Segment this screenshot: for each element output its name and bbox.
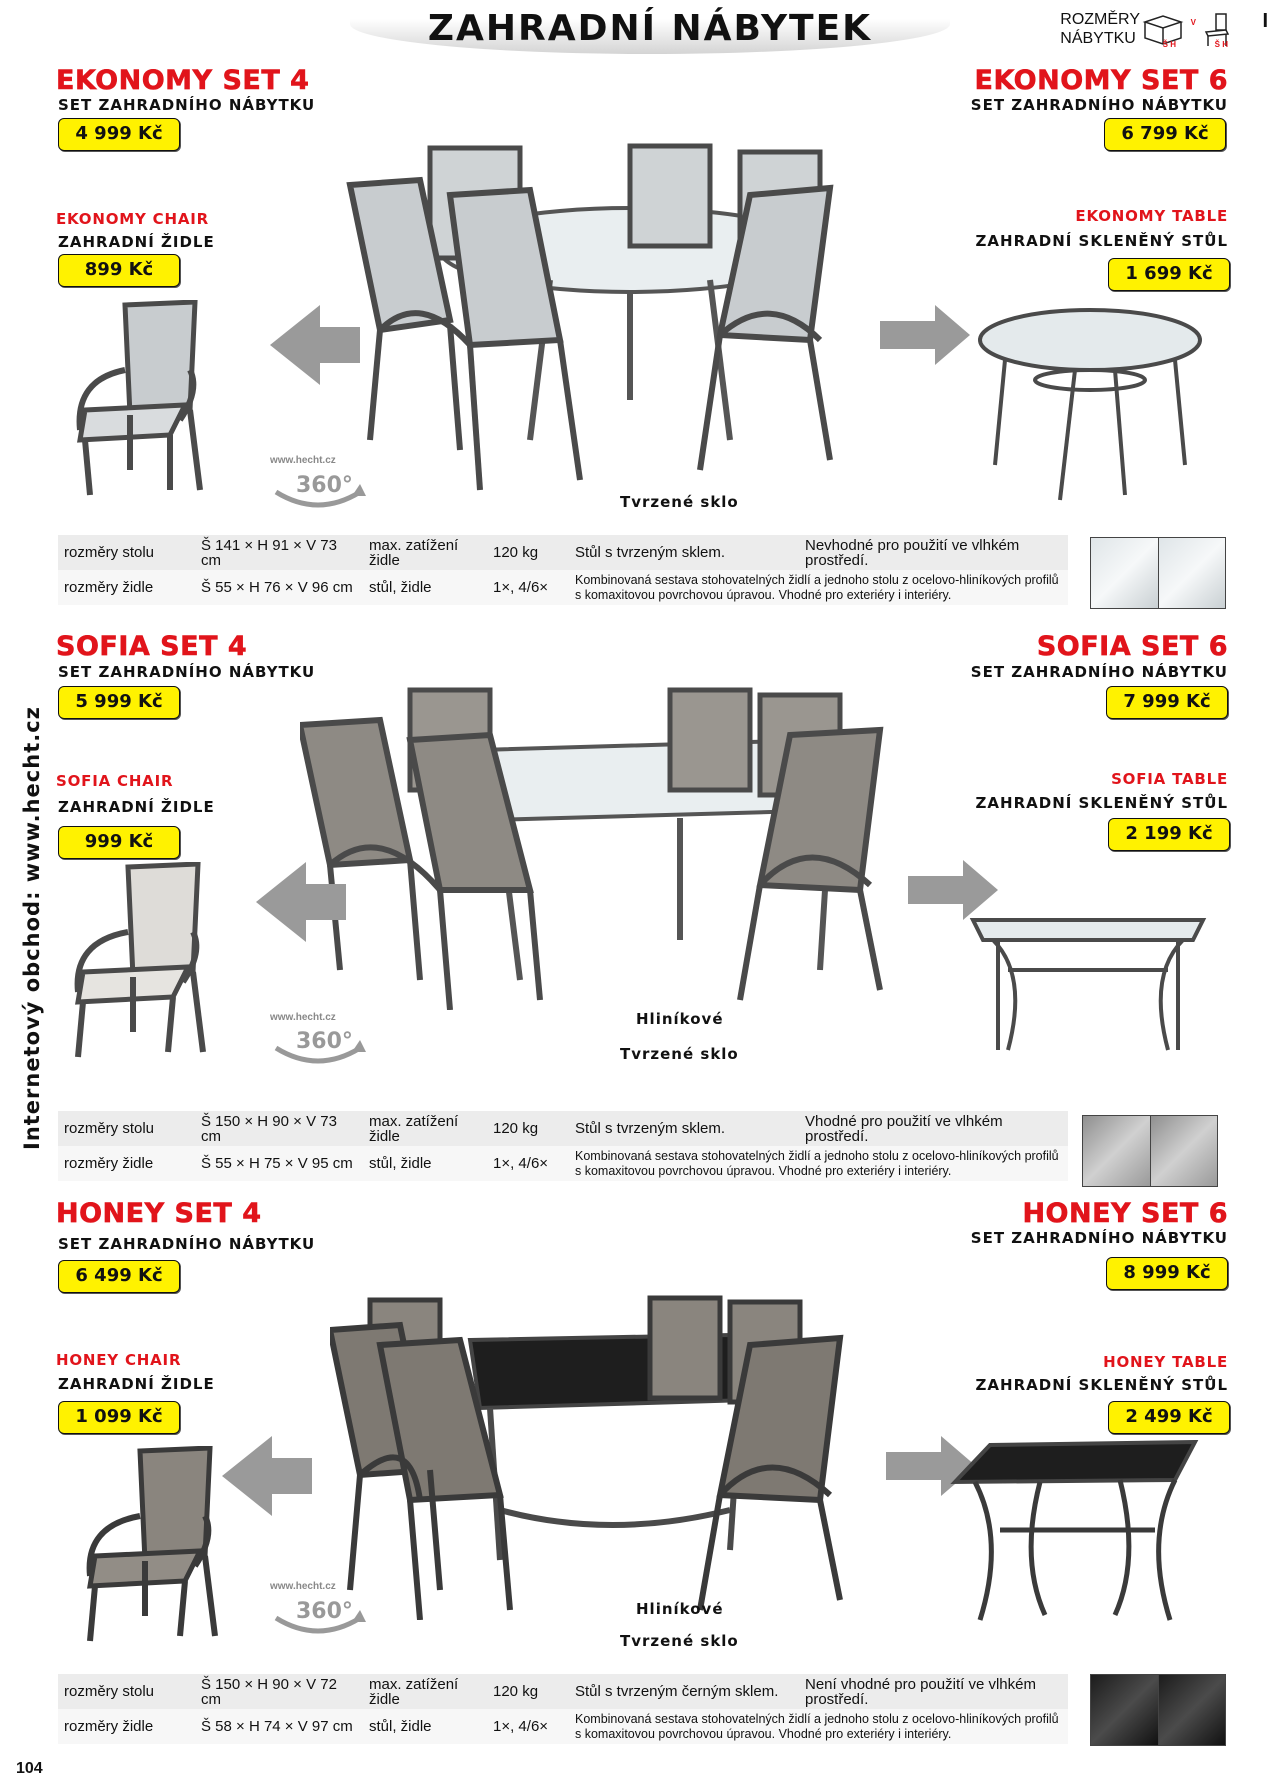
spec-label: stůl, židle (363, 1146, 487, 1181)
ekonomy-note-tempered-glass: Tvrzené sklo (620, 493, 739, 511)
spec-value: 1×, 4/6× (487, 1146, 569, 1181)
spec-desc: Kombinovaná sestava stohovatelných židlí a jednoho stolu z ocelovo-hliníkových profilů s komaxitovou povrchovou úpravou. Vhodné pro exteriéry i interiéry. (569, 570, 1068, 605)
page-title: ZAHRADNÍ NÁBYTEK (350, 4, 950, 54)
sofia-chair-price: 999 Kč (58, 826, 180, 859)
sofia-set4-subtitle: SET ZAHRADNÍHO NÁBYTKU (58, 663, 316, 681)
spec-value: Š 55 × H 76 × V 96 cm (195, 570, 363, 605)
honey-set6-title: HONEY SET 6 (1022, 1198, 1228, 1229)
spec-label: max. zatížení židle (363, 535, 487, 570)
sofia-table-price: 2 199 Kč (1108, 818, 1230, 851)
spec-value: Š 141 × H 91 × V 73 cm (195, 535, 363, 570)
watermark: www.hecht.cz (270, 455, 336, 466)
ekonomy-chair-image (70, 300, 210, 500)
honey-set4-title: HONEY SET 4 (56, 1198, 262, 1229)
spec-value: 120 kg (487, 535, 569, 570)
dims-legend-label: ROZMĚRY NÁBYTKU (1060, 11, 1140, 47)
honey-set4-subtitle: SET ZAHRADNÍHO NÁBYTKU (58, 1235, 316, 1253)
ekonomy-chair-subtitle: ZAHRADNÍ ŽIDLE (58, 233, 215, 251)
spec-desc: Stůl s tvrzeným sklem. (569, 1111, 799, 1146)
spec-value: 120 kg (487, 1674, 569, 1709)
ekonomy-set4-price: 4 999 Kč (58, 118, 180, 151)
spec-label: stůl, židle (363, 570, 487, 605)
honey-table-image (950, 1440, 1210, 1625)
rotate-360-icon[interactable] (268, 1588, 368, 1658)
ekonomy-detail-thumbs (1090, 537, 1226, 609)
chair-dim-letters: Š H (1214, 40, 1228, 49)
sofia-note-tempered-glass: Tvrzené sklo (620, 1045, 739, 1063)
sofia-set6-title: SOFIA SET 6 (1036, 631, 1228, 662)
honey-set4-price: 6 499 Kč (58, 1260, 180, 1293)
spec-usage: Vhodné pro použití ve vlhkém prostředí. (799, 1111, 1068, 1146)
honey-set6-subtitle: SET ZAHRADNÍHO NÁBYTKU (970, 1229, 1228, 1247)
page-number: 104 (16, 1760, 43, 1777)
sofia-chair-subtitle: ZAHRADNÍ ŽIDLE (58, 798, 215, 816)
spec-value: Š 58 × H 74 × V 97 cm (195, 1709, 363, 1744)
honey-note-tempered-glass: Tvrzené sklo (620, 1632, 739, 1650)
honey-note-aluminium: Hliníkové (636, 1600, 724, 1618)
ekonomy-chair-title: EKONOMY CHAIR (56, 210, 209, 228)
sofia-table-subtitle: ZAHRADNÍ SKLENĚNÝ STŮL (975, 794, 1228, 812)
honey-detail-thumbs (1090, 1674, 1226, 1746)
ekonomy-table-subtitle: ZAHRADNÍ SKLENĚNÝ STŮL (975, 232, 1228, 250)
honey-set-image (330, 1290, 910, 1620)
spec-desc: Stůl s tvrzeným sklem. (569, 535, 799, 570)
sofia-set-image (300, 680, 940, 1010)
spec-usage: Nevhodné pro použití ve vlhkém prostředí. (799, 535, 1068, 570)
spec-value: Š 150 × H 90 × V 72 cm (195, 1674, 363, 1709)
spec-desc: Stůl s tvrzeným černým sklem. (569, 1674, 799, 1709)
spec-usage: Není vhodné pro použití ve vlhkém prostředí. (799, 1674, 1068, 1709)
arrow-right-icon (880, 305, 970, 365)
spec-value: 1×, 4/6× (487, 1709, 569, 1744)
spec-desc: Kombinovaná sestava stohovatelných židlí a jednoho stolu z ocelovo-hliníkových profilů s komaxitovou povrchovou úpravou. Vhodné pro exteriéry i interiéry. (569, 1146, 1068, 1181)
sofia-table-image (968, 915, 1208, 1055)
honey-table-price: 2 499 Kč (1108, 1401, 1230, 1434)
sofia-detail-thumbs (1082, 1115, 1218, 1187)
honey-chair-price: 1 099 Kč (58, 1401, 180, 1434)
arrow-right-icon (908, 860, 998, 920)
honey-set6-price: 8 999 Kč (1106, 1257, 1228, 1290)
ekonomy-set-image (340, 140, 900, 500)
spec-label: rozměry židle (58, 1146, 195, 1181)
sofia-spec-table (58, 1111, 1068, 1181)
spec-value: 1×, 4/6× (487, 570, 569, 605)
spec-label: rozměry stolu (58, 1111, 195, 1146)
ekonomy-set6-title: EKONOMY SET 6 (974, 65, 1228, 96)
sofia-note-aluminium: Hliníkové (636, 1010, 724, 1028)
ekonomy-chair-price: 899 Kč (58, 254, 180, 287)
honey-chair-subtitle: ZAHRADNÍ ŽIDLE (58, 1375, 215, 1393)
spec-label: rozměry stolu (58, 535, 195, 570)
svg-text:360°: 360° (296, 473, 353, 498)
svg-text:360°: 360° (296, 1029, 353, 1054)
section-tab-letter: I (1262, 10, 1268, 32)
height-letter: V (1190, 18, 1196, 27)
ekonomy-table-image (975, 305, 1205, 505)
spec-label: stůl, židle (363, 1709, 487, 1744)
honey-chair-image (80, 1446, 220, 1646)
ekonomy-table-title: EKONOMY TABLE (1075, 207, 1228, 225)
honey-table-subtitle: ZAHRADNÍ SKLENĚNÝ STŮL (975, 1376, 1228, 1394)
sofia-set4-title: SOFIA SET 4 (56, 631, 248, 662)
spec-value: Š 150 × H 90 × V 73 cm (195, 1111, 363, 1146)
sofia-chair-title: SOFIA CHAIR (56, 772, 174, 790)
ekonomy-set4-title: EKONOMY SET 4 (56, 65, 310, 96)
arrow-left-icon (256, 862, 346, 942)
ekonomy-spec-table (58, 535, 1068, 605)
arrow-left-icon (222, 1436, 312, 1516)
honey-spec-table (58, 1674, 1068, 1744)
rotate-360-icon[interactable] (268, 462, 368, 532)
sofia-chair-image (68, 862, 208, 1062)
spec-value: Š 55 × H 75 × V 95 cm (195, 1146, 363, 1181)
shop-url-vertical[interactable]: Internetový obchod: www.hecht.cz (20, 706, 44, 1150)
watermark: www.hecht.cz (270, 1581, 336, 1592)
sofia-set6-price: 7 999 Kč (1106, 686, 1228, 719)
arrow-left-icon (270, 305, 360, 385)
ekonomy-set4-subtitle: SET ZAHRADNÍHO NÁBYTKU (58, 96, 316, 114)
spec-label: rozměry židle (58, 1709, 195, 1744)
sofia-set6-subtitle: SET ZAHRADNÍHO NÁBYTKU (970, 663, 1228, 681)
sofia-table-title: SOFIA TABLE (1111, 770, 1228, 788)
spec-desc: Kombinovaná sestava stohovatelných židlí a jednoho stolu z ocelovo-hliníkových profilů s komaxitovou povrchovou úpravou. Vhodné pro exteriéry i interiéry. (569, 1709, 1068, 1744)
table-dim-letters: Š H (1162, 40, 1176, 49)
honey-chair-title: HONEY CHAIR (56, 1351, 182, 1369)
honey-table-title: HONEY TABLE (1103, 1353, 1228, 1371)
spec-value: 120 kg (487, 1111, 569, 1146)
spec-label: rozměry stolu (58, 1674, 195, 1709)
spec-label: max. zatížení židle (363, 1674, 487, 1709)
sofia-set4-price: 5 999 Kč (58, 686, 180, 719)
rotate-360-icon[interactable] (268, 1018, 368, 1088)
ekonomy-table-price: 1 699 Kč (1108, 258, 1230, 291)
ekonomy-set6-subtitle: SET ZAHRADNÍHO NÁBYTKU (970, 96, 1228, 114)
spec-label: rozměry židle (58, 570, 195, 605)
watermark: www.hecht.cz (270, 1012, 336, 1023)
spec-label: max. zatížení židle (363, 1111, 487, 1146)
ekonomy-set6-price: 6 799 Kč (1104, 118, 1226, 151)
svg-text:360°: 360° (296, 1599, 353, 1624)
